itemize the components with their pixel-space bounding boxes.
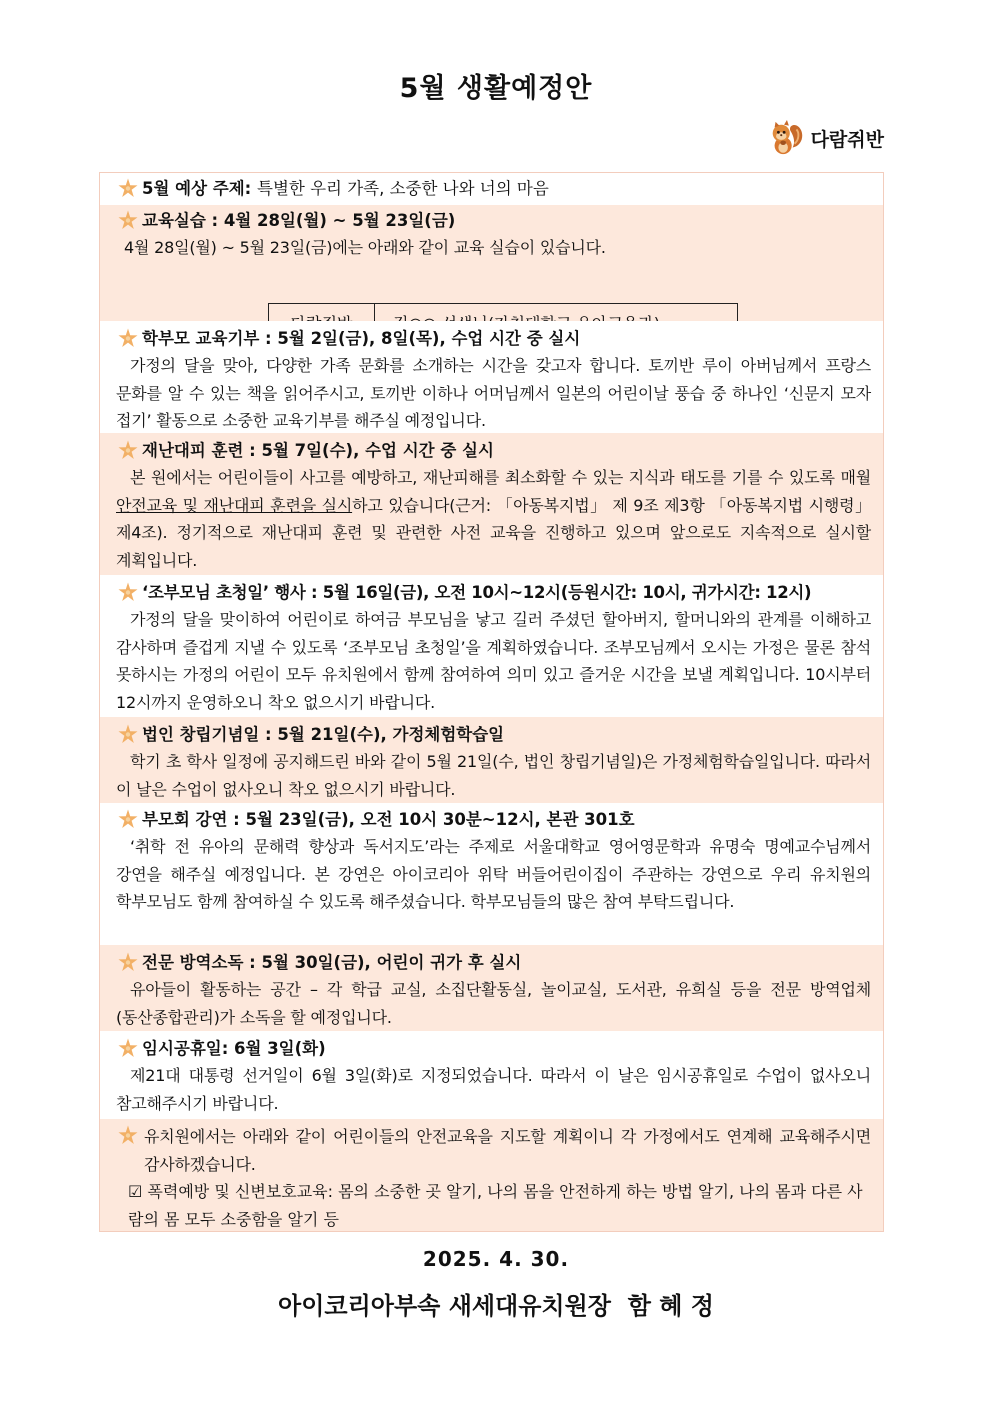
section-disinfection [100,945,883,1031]
squirrel-icon [767,119,805,157]
evacuation-text-b: 하고 있습니다(근거: 「아동복지법」 제 9조 제3항 「아동복지법 시행령」 제4조). 정기적으로 재난대피 훈련 및 관련한 사전 교육을 진행하고 있으며 앞으로도 지속적으로 실시할 계획입니다. [116,495,871,570]
disinfection-text: 유아들이 활동하는 공간 – 각 학급 교실, 소집단활동실, 놀이교실, 도서관, 유희실 등을 전문 방역업체(동산종합관리)가 소독을 할 예정입니다. [116,980,871,1027]
section-theme [100,175,883,205]
section-holiday [100,1031,883,1119]
grandparents-head: ‘조부모님 초청일’ 행사 : 5월 16일(금), 오전 10시~12시(등원시간: 10시, 귀가시간: 12시) [142,583,812,602]
evacuation-text-underline: 안전교육 및 재난대피 훈련을 실시 [116,495,353,515]
practicum-text: 4월 28일(월) ~ 5월 23일(금)에는 아래와 같이 교육 실습이 있습니다. [124,238,606,257]
practicum-head: 교육실습 : 4월 28일(월) ~ 5월 23일(금) [142,211,456,230]
theme-head: 5월 예상 주제: [142,179,252,198]
signer: 아이코리아부속 새세대유치원장 함 혜 정 [278,1292,714,1320]
evacuation-head: 재난대피 훈련 : 5월 7일(수), 수업 시간 중 실시 [142,441,494,460]
star-bullet-icon [116,723,140,747]
class-name: 다람쥐반 [810,128,884,151]
section-grandparents [100,575,883,717]
evacuation-text-a: 본 원에서는 어린이들이 사고를 예방하고, 재난피해를 최소화할 수 있는 지식과 태도를 기를 수 있도록 매월 [130,468,871,487]
star-bullet-icon [116,209,140,233]
parent-donation-text: 가정의 달을 맞아, 다양한 가족 문화를 소개하는 시간을 갖고자 합니다. 토끼반 루이 아버님께서 프랑스 문화를 알 수 있는 책을 읽어주시고, 토끼반 이하나 어머님께서 일본의 어린이날 풍습 중 하나인 ‘신문지 모자 접기’ 활동으로 소중한 교육기부를 해주실 예정입니다. [116,356,871,430]
page-title: 5월 생활예정안 [399,73,593,104]
foundation-text: 학기 초 학사 일정에 공지해드린 바와 같이 5월 21일(수, 법인 창립기념일)은 가정체험학습일입니다. 따라서 이 날은 수업이 없사오니 착오 없으시기 바랍니다. [116,752,871,799]
lecture-head: 부모회 강연 : 5월 23일(금), 오전 10시 30분~12시, 본관 301호 [142,810,635,829]
section-evacuation [100,433,883,575]
schedule-box [99,172,884,1232]
holiday-head: 임시공휴일: 6월 3일(화) [142,1039,326,1058]
class-badge [767,118,884,158]
notice-date: 2025. 4. 30. [422,1247,570,1271]
star-bullet-icon [116,808,140,832]
parent-donation-head: 학부모 교육기부 : 5월 2일(금), 8일(목), 수업 시간 중 실시 [142,329,581,348]
lecture-text: ‘취학 전 유아의 문해력 향상과 독서지도’라는 주제로 서울대학교 영어영문학과 유명숙 명예교수님께서 강연을 해주실 예정입니다. 본 강연은 아이코리아 위탁 버들어린이집이 주관하는 강연으로 우리 유치원의 학부모님도 함께 참여하실 수 있도록 해주셨습니다. 학부모님들의 많은 참여 부탁드립니다. [116,837,871,911]
star-bullet-icon [116,1124,140,1148]
star-bullet-icon [116,1037,140,1061]
foundation-head: 법인 창립기념일 : 5월 21일(수), 가정체험학습일 [142,725,505,744]
star-bullet-icon [116,327,140,351]
section-foundation [100,717,883,803]
grandparents-text: 가정의 달을 맞이하여 어린이로 하여금 부모님을 낳고 길러 주셨던 할아버지, 할머니와의 관계를 이해하고 감사하며 즐겁게 지낼 수 있도록 ‘조부모님 초청일’을 계획하였습니다. 조부모님께서 오시는 가정은 물론 참석 못하시는 가정의 어린이 모두 유치원에서 함께 참여하여 의미 있고 즐거운 시간을 보낼 계획입니다. 10시부터 12시까지 운영하오니 착오 없으시기 바랍니다. [116,610,871,712]
section-safety [100,1119,883,1231]
safety-checklist-item: ☑ 폭력예방 및 신변보호교육: 몸의 소중한 곳 알기, 나의 몸을 안전하게 하는 방법 알기, 나의 몸과 다른 사람의 몸 모두 소중함을 알기 등 [128,1182,863,1229]
holiday-text: 제21대 대통령 선거일이 6월 3일(화)로 지정되었습니다. 따라서 이 날은 임시공휴일로 수업이 없사오니 참고해주시기 바랍니다. [116,1066,871,1113]
theme-text: 특별한 우리 가족, 소중한 나와 너의 마음 [257,179,549,198]
evacuation-text [116,464,871,574]
star-bullet-icon [116,581,140,605]
star-bullet-icon [116,439,140,463]
section-parent-donation [100,321,883,433]
safety-head: 유치원에서는 아래와 같이 어린이들의 안전교육을 지도할 계획이니 각 가정에서도 연계해 교육해주시면 감사하겠습니다. [144,1127,871,1174]
section-practicum [100,205,883,321]
star-bullet-icon [116,177,140,201]
section-lecture [100,803,883,945]
star-bullet-icon [116,951,140,975]
disinfection-head: 전문 방역소독 : 5월 30일(금), 어린이 귀가 후 실시 [142,953,522,972]
